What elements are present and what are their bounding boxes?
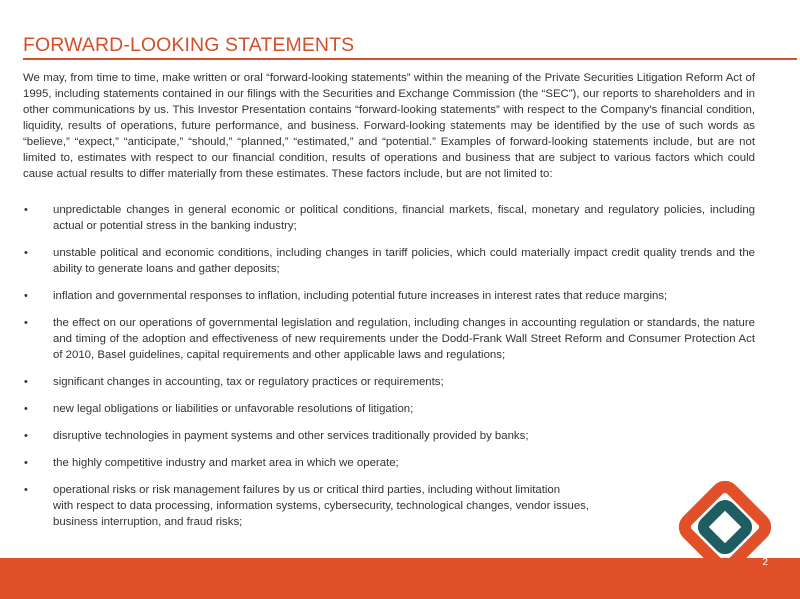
bullet-icon: • xyxy=(24,403,28,415)
bullet-icon: • xyxy=(24,484,28,496)
title-divider xyxy=(23,58,797,60)
list-item xyxy=(23,202,755,234)
bullet-icon: • xyxy=(24,457,28,469)
list-item-text-line: business interruption, and fraud risks; xyxy=(53,516,243,528)
list-item-text: significant changes in accounting, tax or regulatory practices or requirements; xyxy=(53,376,444,388)
bullet-icon: • xyxy=(24,317,28,329)
list-item-text-line: with respect to data processing, information systems, cybersecurity, technological changes, vendor issues, xyxy=(53,500,590,512)
list-item-text: the effect on our operations of governmental legislation and regulation, including changes in accounting regulation or standards, the nature and timing of the adoption and effectiveness of new requirements under the Dodd-Frank Wall Street Reform and Consumer Protection Act of 2010, Basel guidelines, capital requirements and other applicable laws and regulations; xyxy=(53,317,755,361)
list-item xyxy=(23,245,755,277)
list-item-text: inflation and governmental responses to inflation, including potential future increases in interest rates that reduce margins; xyxy=(53,290,668,302)
footer-bar xyxy=(0,558,800,599)
bullet-icon: • xyxy=(24,376,28,388)
list-item-text: disruptive technologies in payment systems and other services traditionally provided by banks; xyxy=(53,430,529,442)
page-title: FORWARD-LOOKING STATEMENTS xyxy=(23,34,355,56)
list-item xyxy=(23,482,755,530)
bullet-icon: • xyxy=(24,204,28,216)
list-item-text: unpredictable changes in general economic or political conditions, financial markets, fiscal, monetary and regulatory policies, including actual or potential stress in the banking industry; xyxy=(53,204,755,232)
list-item xyxy=(23,455,755,471)
page-number: 2 xyxy=(762,557,768,568)
list-item xyxy=(23,374,755,390)
list-item xyxy=(23,401,755,417)
list-item xyxy=(23,315,755,363)
bullet-icon: • xyxy=(24,247,28,259)
list-item-text-line: operational risks or risk management failures by us or critical third parties, including without limitation xyxy=(53,484,561,496)
bullet-icon: • xyxy=(24,290,28,302)
list-item-text: new legal obligations or liabilities or unfavorable resolutions of litigation; xyxy=(53,403,414,415)
risk-factor-list xyxy=(23,202,755,541)
bullet-icon: • xyxy=(24,430,28,442)
list-item-text: unstable political and economic conditions, including changes in tariff policies, which could materially impact credit quality trends and the ability to generate loans and gather deposits; xyxy=(53,247,755,275)
list-item xyxy=(23,288,755,304)
list-item xyxy=(23,428,755,444)
intro-paragraph: We may, from time to time, make written or oral “forward-looking statements” within the meaning of the Private Securities Litigation Reform Act of 1995, including statements contained in our filings with the Securities and Exchange Commission (the “SEC”), our reports to shareholders and in other communications by us. This Investor Presentation contains “forward-looking statements” with respect to the Company’s financial condition, liquidity, results of operations, future performance, and business. Forward-looking statements may be identified by the use of such words as “believe,” “expect,” “anticipate,” “should,” “planned,” “estimated,” and “potential.” Examples of forward-looking statements include, but are not limited to, estimates with respect to our financial condition, results of operations and business that are subject to various factors which could cause actual results to differ materially from these estimates. These factors include, but are not limited to: xyxy=(23,72,755,180)
list-item-text: the highly competitive industry and market area in which we operate; xyxy=(53,457,399,469)
